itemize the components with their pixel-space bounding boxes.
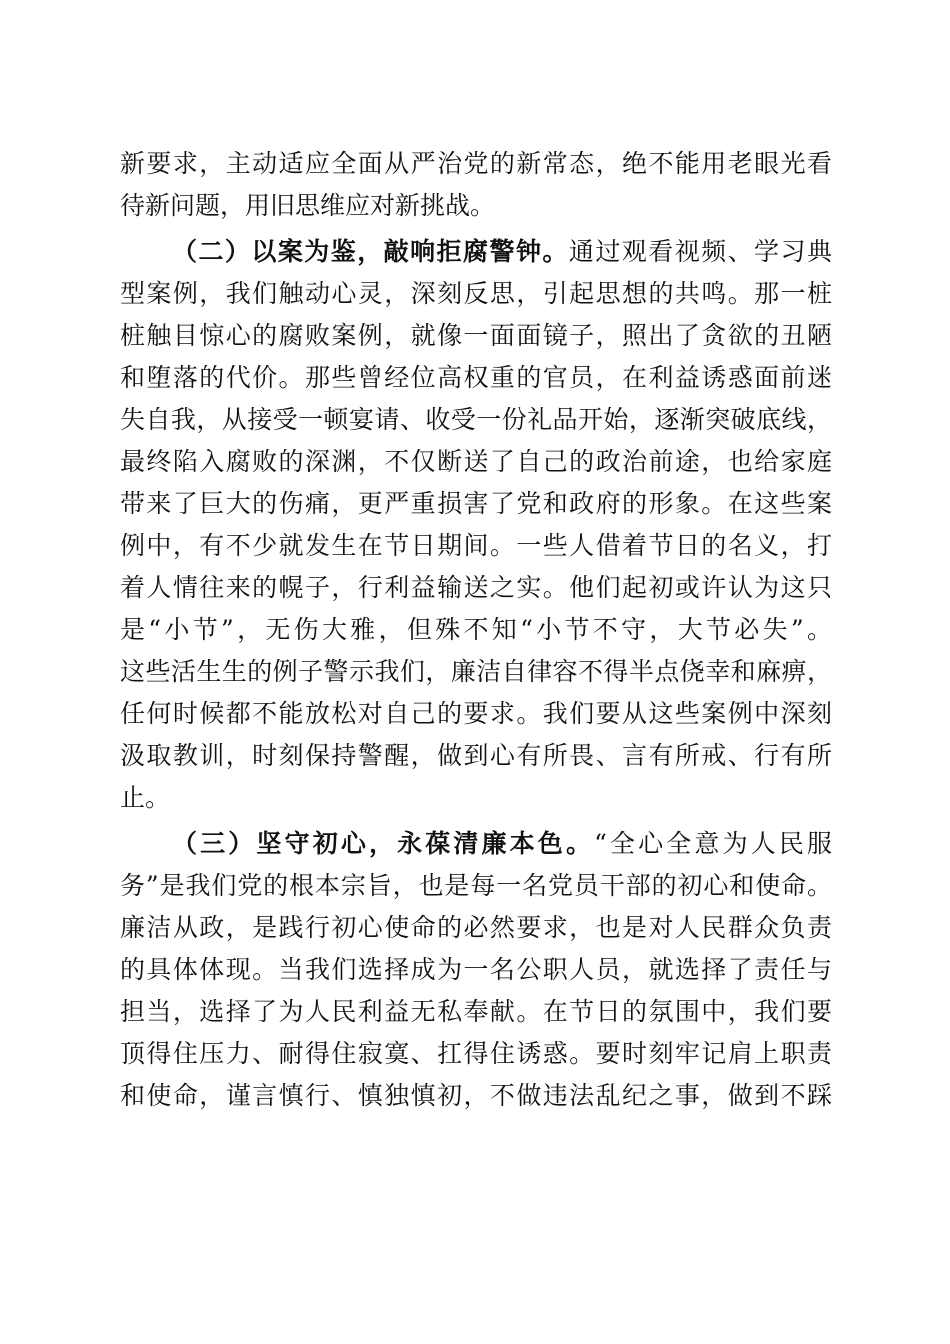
paragraph-line: 最终陷入腐败的深渊，不仅断送了自己的政治前途，也给家庭	[120, 447, 832, 476]
paragraph-line: 汲取教训，时刻保持警醒，做到心有所畏、言有所戒、行有所	[120, 741, 832, 770]
section-heading: （二）以案为鉴，敲响拒腐警钟。	[172, 237, 569, 266]
paragraph-line: 廉洁从政，是践行初心使命的必然要求，也是对人民群众负责	[120, 913, 832, 942]
paragraph-first-line	[120, 823, 832, 865]
paragraph-line: 失自我，从接受一顿宴请、收受一份礼品开始，逐渐突破底线，	[120, 405, 832, 434]
section-heading: （三）坚守初心，永葆清廉本色。	[172, 829, 595, 858]
paragraph-line: 型案例，我们触动心灵，深刻反思，引起思想的共鸣。那一桩	[120, 279, 832, 308]
paragraph-line: 顶得住压力、耐得住寂寞、扛得住诱惑。要时刻牢记肩上职责	[120, 1039, 832, 1068]
paragraph-line: 务”是我们党的根本宗旨，也是每一名党员干部的初心和使命。	[120, 871, 832, 900]
paragraph-line: 止。	[120, 783, 171, 812]
paragraph-line: 担当，选择了为人民利益无私奉献。在节日的氛围中，我们要	[120, 997, 832, 1026]
paragraph-line: 的具体体现。当我们选择成为一名公职人员，就选择了责任与	[120, 955, 832, 984]
paragraph-line: 例中，有不少就发生在节日期间。一些人借着节日的名义，打	[120, 531, 832, 560]
document-body	[120, 143, 832, 1117]
paragraph-line: 着人情往来的幌子，行利益输送之实。他们起初或许认为这只	[120, 573, 832, 602]
paragraph-line: 任何时候都不能放松对自己的要求。我们要从这些案例中深刻	[120, 699, 832, 728]
paragraph-first-line	[120, 231, 832, 273]
paragraph-line: 是“小节”，无伤大雅，但殊不知“小节不守，大节必失”。	[120, 615, 832, 644]
paragraph-line: 桩触目惊心的腐败案例，就像一面面镜子，照出了贪欲的丑陋	[120, 321, 832, 350]
paragraph-text: “全心全意为人民服	[594, 829, 832, 858]
paragraph-line: 带来了巨大的伤痛，更严重损害了党和政府的形象。在这些案	[120, 489, 832, 518]
paragraph-line: 和使命，谨言慎行、慎独慎初，不做违法乱纪之事，做到不踩	[120, 1081, 832, 1110]
paragraph-line: 这些活生生的例子警示我们，廉洁自律容不得半点侥幸和麻痹，	[120, 657, 832, 686]
paragraph-text: 通过观看视频、学习典	[568, 237, 832, 266]
paragraph-line: 待新问题，用旧思维应对新挑战。	[120, 191, 496, 220]
paragraph-line: 和堕落的代价。那些曾经位高权重的官员，在利益诱惑面前迷	[120, 363, 832, 392]
paragraph-line: 新要求，主动适应全面从严治党的新常态，绝不能用老眼光看	[120, 149, 832, 178]
